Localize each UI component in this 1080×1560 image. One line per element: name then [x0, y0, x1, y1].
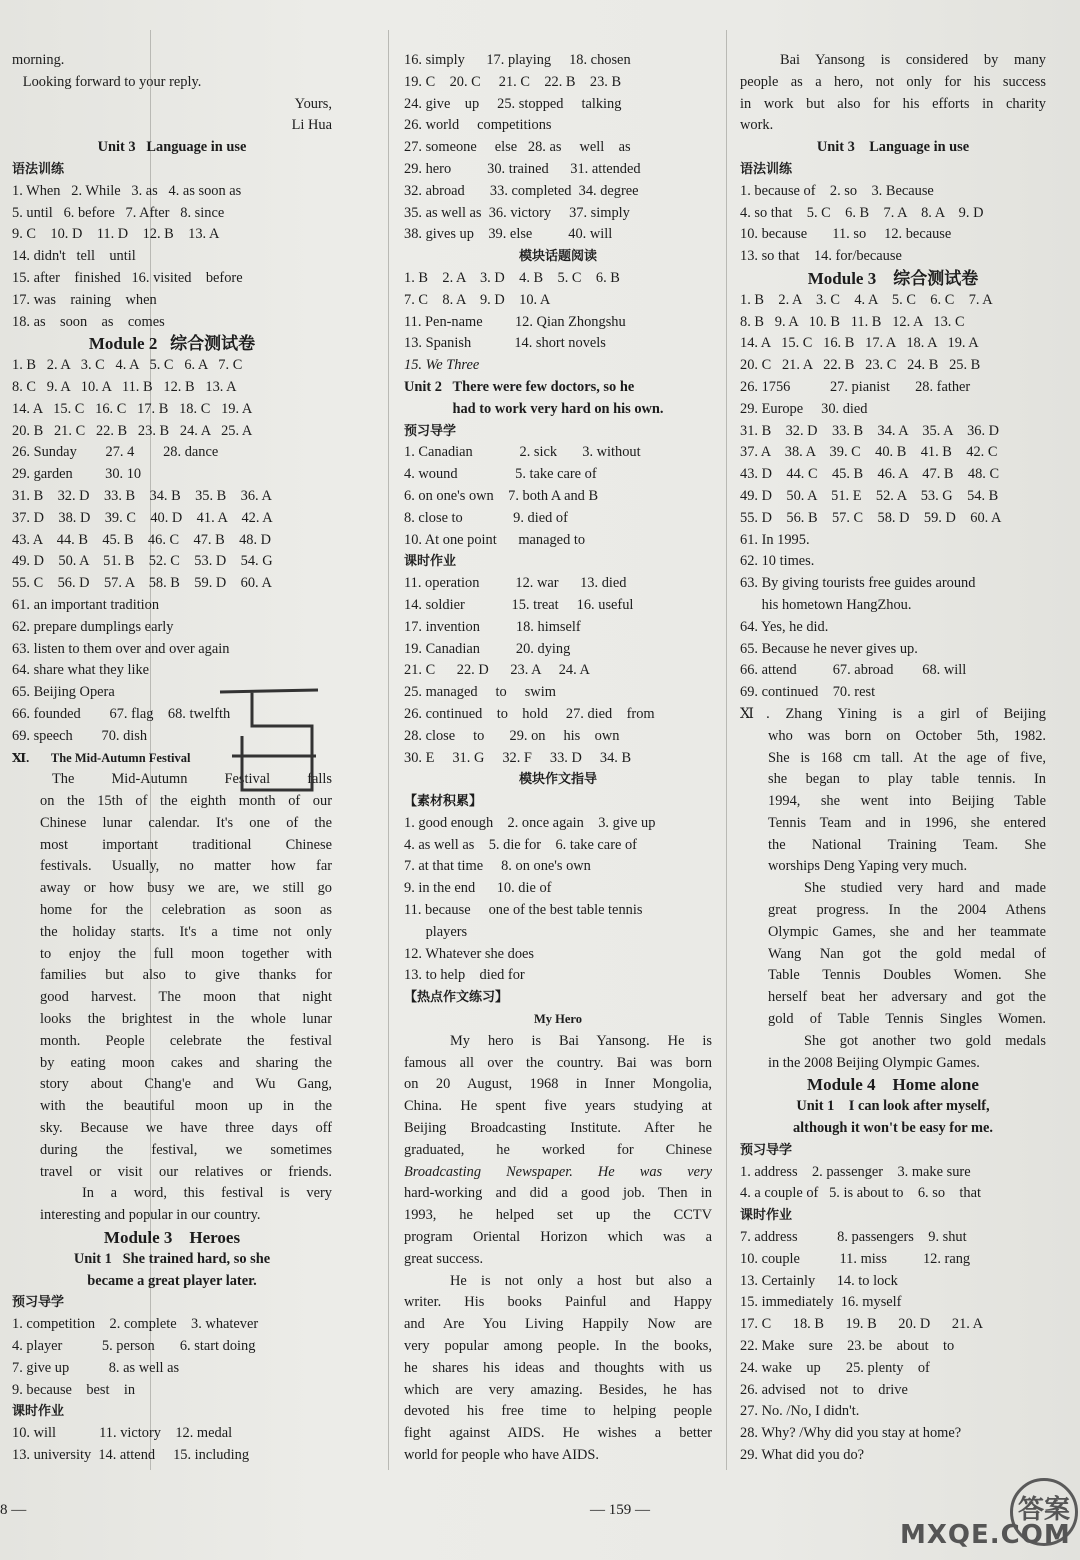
column-divider — [726, 30, 727, 1470]
answer-line: Beijing Broadcasting Institute. After he — [404, 1120, 712, 1137]
answer-line: Module 4 Home alone — [807, 1075, 979, 1095]
answer-line: the National Training Team. She — [768, 836, 1046, 853]
answer-line: 15. after finished 16. visited before — [12, 269, 243, 286]
answer-line: Unit 1 She trained hard, so she — [73, 1250, 271, 1267]
answer-line: 1. good enough 2. once again 3. give up — [404, 814, 656, 831]
answer-line: 11. because one of the best table tennis — [404, 902, 643, 919]
answer-line: 模块作文指导 — [518, 772, 597, 788]
answer-line: 20. C 21. A 22. B 23. C 24. B 25. B — [740, 357, 981, 374]
answer-line: 20. B 21. C 22. B 23. B 24. A 25. A — [12, 422, 253, 439]
answer-line: 【素材积累】 — [404, 794, 483, 810]
answer-line: 14. didn't tell until — [12, 248, 136, 265]
answer-line: Unit 3 Language in use — [97, 139, 247, 156]
answer-line: China. He spent five years studying at — [404, 1098, 712, 1115]
answer-line: families but also to give thanks for — [40, 967, 332, 984]
answer-line: 22. Make sure 23. be about to — [740, 1338, 955, 1355]
answer-line: 课时作业 — [12, 1404, 65, 1420]
answer-line: gold of Table Tennis Singles Women. — [768, 1011, 1046, 1028]
answer-line: 69. speech 70. dish — [12, 727, 148, 744]
answer-line: he shares his ideas and thoughts with us — [404, 1359, 712, 1376]
answer-line: she began to play table tennis. In — [768, 771, 1046, 788]
answer-line: 1. address 2. passenger 3. make sure — [740, 1163, 971, 1180]
answer-line: 4. wound 5. take care of — [404, 466, 597, 483]
answer-line: 19. C 20. C 21. C 22. B 23. B — [404, 73, 622, 90]
answer-line: 38. gives up 39. else 40. will — [404, 226, 613, 243]
answer-line: people as a hero, not only for his success — [740, 73, 1046, 90]
answer-line: 6. on one's own 7. both A and B — [404, 487, 599, 504]
answer-line: 26. world competitions — [404, 117, 552, 134]
answer-line: 课时作业 — [740, 1208, 793, 1224]
answer-line: 8. close to 9. died of — [404, 509, 568, 526]
answer-line: He is not only a host but also a — [450, 1272, 712, 1289]
answer-line: which are very amazing. Besides, he has — [404, 1381, 712, 1398]
answer-line: 13. so that 14. for/because — [740, 248, 902, 265]
answer-line: My hero is Bai Yansong. He is — [450, 1032, 712, 1049]
answer-line: 19. Canadian 20. dying — [404, 640, 571, 657]
answer-line: 预习导学 — [740, 1142, 793, 1158]
answer-line: 14. A 15. C 16. C 17. B 18. C 19. A — [12, 400, 253, 417]
answer-line: had to work very hard on his own. — [452, 400, 664, 417]
answer-line: The Mid-Autumn Festival falls — [52, 771, 332, 788]
answer-line: 66. founded 67. flag 68. twelfth — [12, 705, 231, 722]
answer-line: graduated, he worked for Chinese — [404, 1141, 712, 1158]
answer-line: 1. B 2. A 3. C 4. A 5. C 6. C 7. A — [740, 291, 993, 308]
answer-line: 13. university 14. attend 15. including — [12, 1447, 250, 1463]
answer-line: who was born on October 5th, 1982. — [768, 727, 1046, 744]
answer-line: 31. B 32. D 33. B 34. A 35. A 36. D — [740, 422, 1000, 439]
answer-line: to enjoy the full moon together with — [40, 945, 332, 962]
watermark: MXQE.COM — [900, 1520, 1071, 1550]
answer-line: 21. C 22. D 23. A 24. A — [404, 662, 590, 679]
answer-line: 1. because of 2. so 3. Because — [740, 182, 934, 199]
answer-line: devoted his free time to helping people — [404, 1403, 712, 1420]
answer-line: 49. D 50. A 51. B 52. C 53. D 54. G — [12, 553, 273, 570]
answer-line: home for the celebration as soon as — [40, 902, 332, 919]
answer-line: 66. attend 67. abroad 68. will — [740, 662, 967, 679]
answer-line: 7. give up 8. as well as — [12, 1359, 180, 1376]
answer-line: 17. invention 18. himself — [404, 618, 581, 635]
answer-line: 65. Beijing Opera — [12, 684, 115, 701]
answer-line: 61. an important tradition — [12, 596, 160, 613]
answer-line: She studied very hard and made — [804, 880, 1046, 897]
answer-line: 43. A 44. B 45. B 46. C 47. B 48. D — [12, 531, 272, 548]
answer-line: 15. We Three — [404, 357, 480, 374]
answer-line: morning. — [12, 52, 65, 68]
answer-line: 29. What did you do? — [740, 1447, 865, 1463]
answer-line: 14. A 15. C 16. B 17. A 18. A 19. A — [740, 335, 979, 352]
answer-line: 7. address 8. passengers 9. shut — [740, 1229, 967, 1246]
answer-line: 63. listen to them over and over again — [12, 640, 230, 657]
answer-line: 13. Spanish 14. short novels — [404, 335, 606, 352]
answer-line: 10. will 11. victory 12. medal — [12, 1425, 233, 1442]
answer-line: fight against AIDS. He wishes a better — [404, 1425, 712, 1442]
answer-line: 10. because 11. so 12. because — [740, 226, 952, 243]
answer-line: 29. hero 30. trained 31. attended — [404, 160, 641, 177]
answer-line: looks the brightest in the whole lunar — [40, 1011, 332, 1028]
answer-line: 11. Pen-name 12. Qian Zhongshu — [404, 313, 626, 330]
answer-line: Wang Nan got the gold medal of — [768, 945, 1046, 962]
answer-line: Yours, — [294, 95, 332, 112]
answer-line: My Hero — [533, 1012, 583, 1027]
answer-line: on the 15th of the eighth month of our — [40, 793, 332, 810]
answer-line: 预习导学 — [404, 423, 457, 439]
answer-line: 26. 1756 27. pianist 28. father — [740, 378, 971, 395]
answer-line: 5. until 6. before 7. After 8. since — [12, 204, 225, 221]
answer-line: 13. to help died for — [404, 967, 525, 984]
answer-line: on 20 August, 1968 in Inner Mongolia, — [404, 1076, 712, 1093]
answer-line: 17. C 18. B 19. B 20. D 21. A — [740, 1316, 984, 1333]
answer-line: 30. E 31. G 32. F 33. D 34. B — [404, 749, 632, 766]
answer-line: 1. B 2. A 3. D 4. B 5. C 6. B — [404, 269, 620, 286]
answer-line: most important traditional Chinese — [40, 836, 332, 853]
answer-line: away or how busy we are, we still go — [40, 880, 332, 897]
answer-line: in the 2008 Beijing Olympic Games. — [768, 1054, 980, 1071]
column-divider — [388, 30, 389, 1470]
answer-line: Ⅺ. The Mid-Autumn Festival — [12, 750, 191, 765]
answer-line: 24. wake up 25. plenty of — [740, 1359, 930, 1376]
answer-line: 55. D 56. B 57. C 58. D 59. D 60. A — [740, 509, 1002, 526]
answer-line: 69. continued 70. rest — [740, 684, 876, 701]
answer-line: by eating moon cakes and sharing the — [40, 1054, 332, 1071]
answer-line: 64. Yes, he did. — [740, 618, 829, 635]
answer-line: program Oriental Horizon which was a — [404, 1229, 712, 1246]
answer-line: 4. a couple of 5. is about to 6. so that — [740, 1185, 982, 1202]
answer-line: 12. Whatever she does — [404, 945, 535, 962]
answer-line: famous all over the country. Bai was born — [404, 1054, 712, 1071]
answer-line: 1. When 2. While 3. as 4. as soon as — [12, 182, 242, 199]
answer-line: herself beat her adversary and got the — [768, 989, 1046, 1006]
site-logo-stamp: 答案 — [1010, 1478, 1078, 1546]
answer-line: very popular among people. In the books, — [404, 1338, 712, 1355]
answer-line: Unit 1 I can look after myself, — [796, 1098, 990, 1115]
answer-line: writer. His books Painful and Happy — [404, 1294, 712, 1311]
answer-line: Unit 3 Language in use — [816, 139, 970, 156]
answer-line: 28. close to 29. on his own — [404, 727, 620, 744]
answer-line: 35. as well as 36. victory 37. simply — [404, 204, 630, 221]
answer-line: 26. Sunday 27. 4 28. dance — [12, 444, 219, 461]
answer-line: 62. 10 times. — [740, 553, 815, 570]
answer-line: players — [404, 923, 468, 940]
answer-line: good harvest. The moon that night — [40, 989, 332, 1006]
answer-line: Tennis Team and in 1996, she entered — [768, 814, 1046, 831]
answer-line: In a word, this festival is very — [82, 1185, 332, 1202]
answer-line: 9. because best in — [12, 1381, 136, 1398]
answer-line: 预习导学 — [12, 1295, 65, 1311]
answer-line: month. People celebrate the festival — [40, 1032, 332, 1049]
answer-line: 43. D 44. C 45. B 46. A 47. B 48. C — [740, 466, 1000, 483]
answer-line: Looking forward to your reply. — [12, 73, 202, 90]
answer-line: Ⅺ. Zhang Yining is a girl of Beijing — [740, 705, 1046, 722]
answer-line: his hometown HangZhou. — [740, 596, 912, 613]
answer-line: 62. prepare dumplings early — [12, 618, 174, 635]
answer-line: 29. garden 30. 10 — [12, 466, 142, 483]
answer-line: and Are You Living Happily Now are — [404, 1316, 712, 1333]
answer-line: Broadcasting Newspaper. He was very — [404, 1163, 712, 1180]
answer-line: interesting and popular in our country. — [40, 1207, 261, 1224]
answer-line: 16. simply 17. playing 18. chosen — [404, 52, 631, 68]
answer-line: 1. Canadian 2. sick 3. without — [404, 444, 641, 461]
answer-line: hard-working and did a good job. Then in — [404, 1185, 712, 1202]
answer-line: 37. A 38. A 39. C 40. B 41. B 42. C — [740, 444, 998, 461]
answer-line: 8. C 9. A 10. A 11. B 12. B 13. A — [12, 378, 237, 395]
answer-line: 8. B 9. A 10. B 11. B 12. A 13. C — [740, 313, 965, 330]
answer-line: 25. managed to swim — [404, 684, 556, 701]
answer-line: 语法训练 — [740, 161, 793, 177]
answer-line: Module 3 Heroes — [103, 1228, 241, 1248]
answer-line: in work but also for his efforts in charity — [740, 95, 1046, 112]
answer-line: although it won't be easy for me. — [792, 1120, 993, 1137]
answer-line: She is 168 cm tall. At the age of five, — [768, 749, 1046, 766]
answer-line: 4. player 5. person 6. start doing — [12, 1338, 256, 1355]
answer-line: Olympic Games, she and her teammate — [768, 923, 1046, 940]
answer-line: 9. C 10. D 11. D 12. B 13. A — [12, 226, 220, 243]
answer-line: 64. share what they like — [12, 662, 150, 679]
answer-line: 27. someone else 28. as well as — [404, 139, 631, 156]
answer-line: became a great player later. — [87, 1272, 257, 1289]
answer-line: 61. In 1995. — [740, 531, 810, 548]
answer-line: 10. couple 11. miss 12. rang — [740, 1250, 971, 1267]
answer-line: 24. give up 25. stopped talking — [404, 95, 622, 112]
answer-line: 37. D 38. D 39. C 40. D 41. A 42. A — [12, 509, 273, 526]
answer-line: She got another two gold medals — [804, 1032, 1046, 1049]
answer-line: Li Hua — [291, 117, 332, 134]
answer-line: Table Tennis Doubles Women. She — [768, 967, 1046, 984]
answer-line: Unit 2 There were few doctors, so he — [404, 378, 635, 395]
answer-line: 28. Why? /Why did you stay at home? — [740, 1425, 962, 1442]
answer-line: with the beautiful moon up in the — [40, 1098, 332, 1115]
answer-line: worships Deng Yaping very much. — [768, 858, 968, 875]
answer-line: Chinese lunar calendar. It's one of the — [40, 814, 332, 831]
answer-line: 10. At one point managed to — [404, 531, 586, 548]
answer-line: 14. soldier 15. treat 16. useful — [404, 596, 634, 613]
answer-line: 55. C 56. D 57. A 58. B 59. D 60. A — [12, 575, 272, 592]
answer-line: 17. was raining when — [12, 291, 157, 308]
answer-line: Bai Yansong is considered by many — [780, 52, 1046, 68]
answer-line: work. — [740, 117, 774, 134]
answer-line: great success. — [404, 1250, 484, 1267]
answer-line: sky. Because we have three days off — [40, 1120, 332, 1137]
answer-line: 49. D 50. A 51. E 52. A 53. G 54. B — [740, 487, 999, 504]
answer-line: world for people who have AIDS. — [404, 1447, 600, 1463]
answer-line: 32. abroad 33. completed 34. degree — [404, 182, 639, 199]
answer-line: travel or visit our relatives or friends. — [40, 1163, 332, 1180]
answer-line: 29. Europe 30. died — [740, 400, 868, 417]
answer-line: Module 2 综合测试卷 — [88, 334, 256, 354]
answer-line: 15. immediately 16. myself — [740, 1294, 902, 1311]
answer-line: 语法训练 — [12, 161, 65, 177]
answer-line: 1993, he helped set up the CCTV — [404, 1207, 712, 1224]
answer-line: 18. as soon as comes — [12, 313, 165, 330]
answer-line: great progress. In the 2004 Athens — [768, 902, 1046, 919]
answer-line: 26. continued to hold 27. died from — [404, 705, 655, 722]
answer-line: 13. Certainly 14. to lock — [740, 1272, 898, 1289]
answer-line: during the festival, we sometimes — [40, 1141, 332, 1158]
answer-line: festivals. Usually, no matter how far — [40, 858, 332, 875]
answer-line: 26. advised not to drive — [740, 1381, 908, 1398]
answer-line: 7. at that time 8. on one's own — [404, 858, 591, 875]
column-right — [740, 50, 1046, 1467]
column-middle — [404, 50, 712, 1467]
answer-line: 4. as well as 5. die for 6. take care of — [404, 836, 637, 853]
answer-line: story about Chang'e and Wu Gang, — [40, 1076, 332, 1093]
answer-line: 31. B 32. D 33. B 34. B 35. B 36. A — [12, 487, 272, 504]
pen-scribble-mark — [212, 686, 326, 804]
answer-line: 1994, she went into Beijing Table — [768, 793, 1046, 810]
answer-line: the holiday starts. It's a time not only — [40, 923, 332, 940]
answer-line: 课时作业 — [404, 554, 457, 570]
answer-line: 1. B 2. A 3. C 4. A 5. C 6. A 7. C — [12, 357, 243, 374]
answer-line: 7. C 8. A 9. D 10. A — [404, 291, 551, 308]
answer-line: 27. No. /No, I didn't. — [740, 1403, 860, 1420]
answer-line: 9. in the end 10. die of — [404, 880, 552, 897]
answer-line: 65. Because he never gives up. — [740, 640, 918, 657]
answer-line: 【热点作文练习】 — [404, 990, 509, 1006]
answer-line: 模块话题阅读 — [518, 249, 597, 265]
answer-line: 1. competition 2. complete 3. whatever — [12, 1316, 259, 1333]
page-number: — 159 — — [590, 1502, 650, 1518]
answer-line: 11. operation 12. war 13. died — [404, 575, 627, 592]
left-page-number-fragment: 8 — — [0, 1502, 27, 1518]
answer-line: Module 3 综合测试卷 — [807, 268, 979, 288]
answer-line: 4. so that 5. C 6. B 7. A 8. A 9. D — [740, 204, 984, 221]
answer-line: 63. By giving tourists free guides around — [740, 575, 976, 592]
